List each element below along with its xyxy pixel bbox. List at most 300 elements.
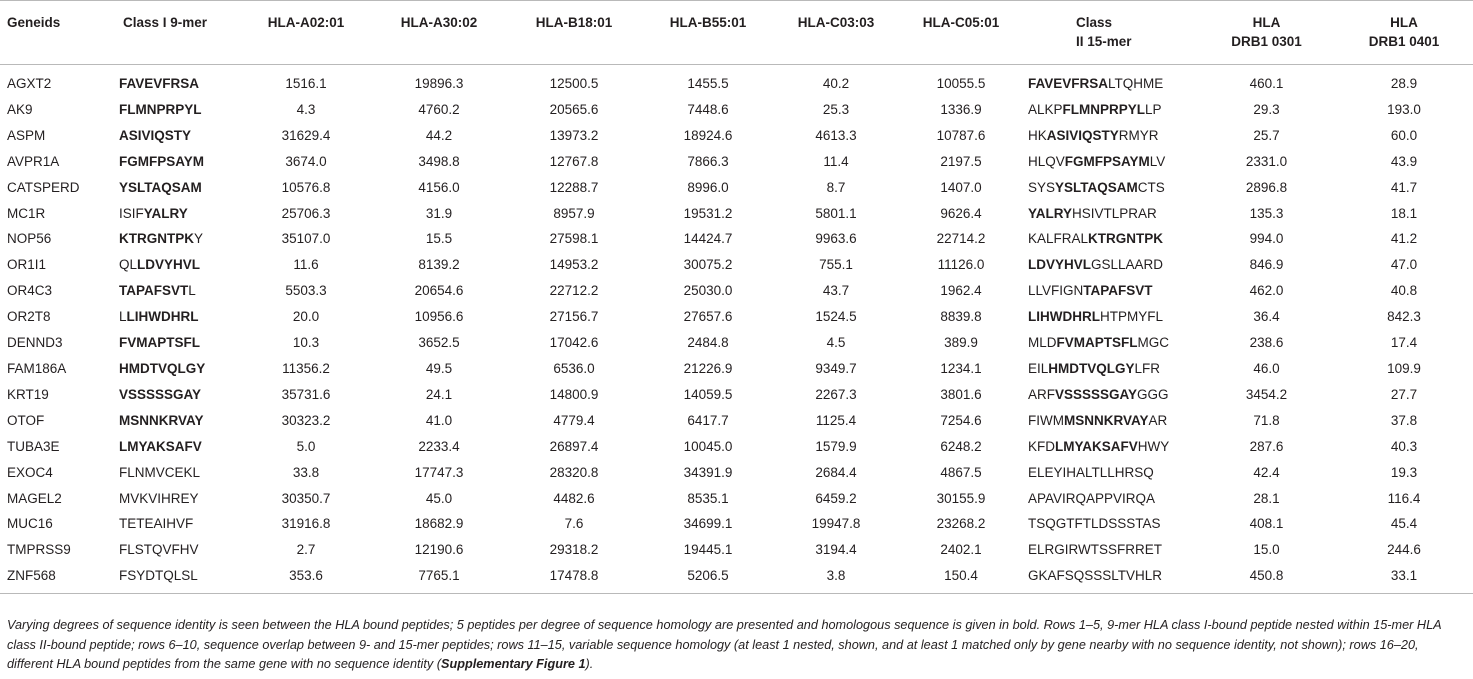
cell-hla-c0501: 2402.1 xyxy=(940,542,982,558)
cell-drb1-0301: 28.1 xyxy=(1253,490,1280,506)
cell-hla-c0501: 150.4 xyxy=(944,568,978,584)
peptide-pre: FLSTQVFHV xyxy=(119,542,199,558)
cell-drb1-0301: 2896.8 xyxy=(1245,179,1288,195)
cell-class-ii-peptide xyxy=(1024,252,1198,278)
cell-hla-a0201: 31629.4 xyxy=(281,127,331,143)
cell-drb1-0301: 15.0 xyxy=(1253,542,1280,558)
cell-hla-b5501: 2484.8 xyxy=(687,335,729,351)
cell-class-ii-peptide xyxy=(1024,226,1198,252)
cell-hla-a0201: 5.0 xyxy=(296,438,316,454)
cell-hla-b5501: 34699.1 xyxy=(683,516,733,532)
cell-hla-b5501: 34391.9 xyxy=(683,464,733,480)
peptide-pre: KALFRAL xyxy=(1028,231,1089,247)
header-hla-b1801: HLA-B18:01 xyxy=(535,15,613,30)
cell-hla-b1801: 13973.2 xyxy=(549,127,599,143)
cell-drb1-0401: 19.3 xyxy=(1390,464,1418,480)
cell-class-ii-peptide xyxy=(1024,123,1198,149)
cell-drb1-0401: 116.4 xyxy=(1387,490,1421,506)
cell-hla-c0501: 11126.0 xyxy=(937,257,985,273)
table-row xyxy=(0,563,1473,593)
cell-class-ii-peptide xyxy=(1024,201,1198,227)
cell-hla-b5501: 25030.0 xyxy=(683,283,733,299)
cell-drb1-0301: 994.0 xyxy=(1249,231,1284,247)
peptide-post: GSLLAARD xyxy=(1091,257,1164,273)
cell-class-ii-peptide xyxy=(1024,356,1198,382)
cell-hla-c0501: 4867.5 xyxy=(940,464,982,480)
peptide-bold: FGMFPSAYM xyxy=(1064,153,1150,169)
cell-geneid: AK9 xyxy=(7,101,33,117)
cell-hla-c0501: 9626.4 xyxy=(940,205,982,221)
cell-hla-a0201: 353.6 xyxy=(289,568,323,584)
peptide-bold: LMYAKSAFV xyxy=(1055,438,1138,454)
cell-class-ii-peptide xyxy=(1024,408,1198,434)
cell-hla-a3002: 15.5 xyxy=(425,231,453,247)
header-class-i-9mer: Class I 9-mer xyxy=(123,15,208,30)
cell-hla-a0201: 35107.0 xyxy=(281,231,331,247)
peptide-post: HTPMYFL xyxy=(1099,309,1163,325)
cell-class-i-peptide xyxy=(116,537,240,563)
cell-class-ii-peptide xyxy=(1024,65,1198,97)
cell-hla-b1801: 7.6 xyxy=(564,516,584,532)
cell-drb1-0301: 46.0 xyxy=(1253,360,1280,376)
cell-drb1-0301: 460.1 xyxy=(1249,76,1284,91)
cell-hla-a3002: 49.5 xyxy=(425,360,453,376)
cell-geneid: AGXT2 xyxy=(7,76,52,91)
peptide-bold: YSLTAQSAM xyxy=(119,179,202,195)
cell-hla-a3002: 12190.6 xyxy=(414,542,464,558)
cell-class-ii-peptide xyxy=(1024,434,1198,460)
cell-hla-b5501: 19531.2 xyxy=(683,205,733,221)
cell-hla-c0303: 25.3 xyxy=(822,101,850,117)
cell-drb1-0301: 36.4 xyxy=(1253,309,1280,325)
cell-drb1-0301: 287.6 xyxy=(1249,438,1284,454)
cell-geneid: TMPRSS9 xyxy=(7,542,71,558)
cell-drb1-0401: 193.0 xyxy=(1387,101,1421,117)
peptide-pre: ELRGIRWTSSFRRET xyxy=(1028,542,1163,558)
peptide-bold: MSNNKRVAY xyxy=(1064,412,1149,428)
cell-hla-a3002: 17747.3 xyxy=(414,464,464,480)
supplementary-figure-link[interactable]: Supplementary Figure 1 xyxy=(441,657,586,672)
peptide-bold: KTRGNTPK xyxy=(119,231,194,247)
cell-hla-a0201: 3674.0 xyxy=(285,153,327,169)
peptide-bold: LMYAKSAFV xyxy=(119,438,202,454)
cell-drb1-0301: 462.0 xyxy=(1249,283,1284,299)
cell-hla-b1801: 6536.0 xyxy=(553,360,595,376)
table-row xyxy=(0,226,1473,252)
table-row xyxy=(0,460,1473,486)
cell-hla-b1801: 4482.6 xyxy=(553,490,595,506)
cell-drb1-0401: 41.7 xyxy=(1390,179,1418,195)
cell-hla-b1801: 27156.7 xyxy=(549,309,599,325)
cell-hla-a3002: 4760.2 xyxy=(418,101,460,117)
cell-class-i-peptide xyxy=(116,460,240,486)
cell-geneid: OR2T8 xyxy=(7,309,51,325)
cell-drb1-0301: 3454.2 xyxy=(1245,386,1288,402)
peptide-bold: YSLTAQSAM xyxy=(1055,179,1138,195)
cell-hla-a3002: 44.2 xyxy=(425,127,453,143)
table-row xyxy=(0,97,1473,123)
cell-geneid: AVPR1A xyxy=(7,153,60,169)
cell-drb1-0401: 45.4 xyxy=(1390,516,1418,532)
peptide-bold: LDVYHVL xyxy=(137,257,201,273)
cell-hla-b1801: 17478.8 xyxy=(549,568,599,584)
footnote-close: ). xyxy=(585,657,594,672)
cell-hla-b5501: 30075.2 xyxy=(683,257,733,273)
cell-drb1-0301: 42.4 xyxy=(1253,464,1280,480)
cell-class-i-peptide xyxy=(116,278,240,304)
cell-class-ii-peptide xyxy=(1024,537,1198,563)
cell-class-ii-peptide xyxy=(1024,175,1198,201)
cell-hla-c0501: 1234.1 xyxy=(940,360,982,376)
cell-geneid: ZNF568 xyxy=(7,568,56,584)
peptide-post: AR xyxy=(1148,412,1168,428)
peptide-bold: FAVEVFRSA xyxy=(1028,76,1109,91)
table-row xyxy=(0,434,1473,460)
cell-class-i-peptide xyxy=(116,511,240,537)
cell-hla-b1801: 12500.5 xyxy=(549,76,599,91)
cell-hla-a0201: 2.7 xyxy=(296,542,316,558)
cell-hla-c0303: 3194.4 xyxy=(815,542,857,558)
peptide-post: HSIVTLPRAR xyxy=(1072,205,1157,221)
cell-hla-a3002: 45.0 xyxy=(425,490,453,506)
cell-hla-c0303: 4.5 xyxy=(826,335,846,351)
cell-drb1-0301: 846.9 xyxy=(1249,257,1284,273)
cell-hla-a3002: 2233.4 xyxy=(418,438,460,454)
peptide-post: LFR xyxy=(1134,360,1161,376)
cell-drb1-0401: 27.7 xyxy=(1390,386,1418,402)
peptide-bold: MSNNKRVAY xyxy=(119,412,204,428)
peptide-bold: FVMAPTSFL xyxy=(119,335,200,351)
peptide-pre: L xyxy=(119,309,127,325)
cell-drb1-0301: 25.7 xyxy=(1253,127,1280,143)
cell-geneid: DENND3 xyxy=(7,335,63,351)
cell-class-ii-peptide xyxy=(1024,330,1198,356)
cell-hla-a3002: 19896.3 xyxy=(414,76,464,91)
table-row xyxy=(0,537,1473,563)
cell-drb1-0401: 41.2 xyxy=(1390,231,1418,247)
peptide-bold: HMDTVQLGY xyxy=(119,360,206,376)
peptide-bold: VSSSSSGAY xyxy=(119,386,202,402)
peptide-pre: GKAFSQSSSLTVHLR xyxy=(1028,568,1163,584)
table-row xyxy=(0,382,1473,408)
cell-hla-a0201: 20.0 xyxy=(292,309,320,325)
table-body xyxy=(0,65,1473,594)
cell-drb1-0401: 842.3 xyxy=(1387,309,1421,325)
cell-hla-c0303: 19947.8 xyxy=(811,516,861,532)
cell-hla-c0501: 6248.2 xyxy=(940,438,982,454)
peptide-post: L xyxy=(188,283,196,299)
cell-hla-a3002: 31.9 xyxy=(425,205,453,221)
cell-class-i-peptide xyxy=(116,65,240,97)
cell-drb1-0401: 40.3 xyxy=(1390,438,1418,454)
peptide-pre: TETEAIHVF xyxy=(119,516,194,532)
cell-drb1-0401: 47.0 xyxy=(1390,257,1418,273)
peptide-post: CTS xyxy=(1137,179,1165,195)
cell-hla-c0303: 755.1 xyxy=(819,257,853,273)
cell-drb1-0401: 43.9 xyxy=(1390,153,1418,169)
cell-class-i-peptide xyxy=(116,330,240,356)
cell-hla-b5501: 14059.5 xyxy=(683,386,733,402)
cell-class-i-peptide xyxy=(116,486,240,512)
cell-drb1-0401: 109.9 xyxy=(1387,360,1421,376)
peptide-pre: FLNMVCEKL xyxy=(119,464,201,480)
peptide-pre: ALKP xyxy=(1028,101,1063,117)
peptide-pre: HK xyxy=(1028,127,1047,143)
table-row xyxy=(0,511,1473,537)
cell-hla-a3002: 10956.6 xyxy=(414,309,464,325)
header-hla-c0501: HLA-C05:01 xyxy=(922,15,1000,30)
cell-class-i-peptide xyxy=(116,175,240,201)
cell-hla-c0303: 1579.9 xyxy=(815,438,857,454)
cell-hla-b1801: 12288.7 xyxy=(549,179,599,195)
peptide-post: LV xyxy=(1149,153,1166,169)
peptide-post: MGC xyxy=(1137,335,1170,351)
table-row xyxy=(0,486,1473,512)
cell-class-ii-peptide xyxy=(1024,278,1198,304)
cell-hla-a0201: 31916.8 xyxy=(281,516,331,532)
peptide-bold: FGMFPSAYM xyxy=(119,153,205,169)
peptide-pre: MVKVIHREY xyxy=(119,490,199,506)
cell-class-i-peptide xyxy=(116,123,240,149)
cell-hla-c0501: 22714.2 xyxy=(936,231,986,247)
cell-class-i-peptide xyxy=(116,149,240,175)
peptide-pre: ARF xyxy=(1028,386,1055,402)
cell-hla-c0501: 23268.2 xyxy=(936,516,986,532)
peptide-bold: LIHWDHRL xyxy=(1028,309,1100,325)
peptide-pre: SYS xyxy=(1028,179,1056,195)
cell-hla-c0303: 9349.7 xyxy=(815,360,857,376)
cell-geneid: CATSPERD xyxy=(7,179,80,195)
cell-hla-c0303: 11.4 xyxy=(823,153,849,169)
cell-geneid: ASPM xyxy=(7,127,46,143)
peptide-pre: QL xyxy=(119,257,138,273)
peptide-pre: KFD xyxy=(1028,438,1055,454)
cell-hla-a3002: 20654.6 xyxy=(414,283,464,299)
header-hla-b5501: HLA-B55:01 xyxy=(669,15,747,30)
cell-hla-a0201: 10576.8 xyxy=(281,179,331,195)
peptide-bold: VSSSSSGAY xyxy=(1055,386,1138,402)
table-row xyxy=(0,175,1473,201)
header-row xyxy=(0,1,1473,65)
cell-hla-b5501: 14424.7 xyxy=(683,231,733,247)
peptide-pre: HLQV xyxy=(1028,153,1065,169)
cell-hla-b5501: 8535.1 xyxy=(687,490,729,506)
cell-drb1-0401: 17.4 xyxy=(1390,335,1418,351)
cell-drb1-0301: 2331.0 xyxy=(1245,153,1288,169)
cell-hla-a0201: 1516.1 xyxy=(285,76,327,91)
cell-hla-a0201: 35731.6 xyxy=(281,386,331,402)
cell-hla-a3002: 3498.8 xyxy=(418,153,460,169)
cell-hla-c0501: 1407.0 xyxy=(940,179,982,195)
header-hla-a3002: HLA-A30:02 xyxy=(400,15,478,30)
cell-hla-a3002: 3652.5 xyxy=(418,335,460,351)
table-row xyxy=(0,330,1473,356)
cell-hla-c0303: 2684.4 xyxy=(815,464,857,480)
cell-hla-a0201: 11356.2 xyxy=(282,360,330,376)
peptide-post: HWY xyxy=(1137,438,1170,454)
table-row xyxy=(0,123,1473,149)
cell-class-i-peptide xyxy=(116,434,240,460)
cell-class-ii-peptide xyxy=(1024,382,1198,408)
cell-hla-b1801: 20565.6 xyxy=(549,101,599,117)
cell-hla-a0201: 33.8 xyxy=(292,464,320,480)
cell-class-ii-peptide xyxy=(1024,304,1198,330)
cell-class-ii-peptide xyxy=(1024,563,1198,593)
cell-hla-c0303: 4613.3 xyxy=(815,127,857,143)
cell-hla-c0501: 389.9 xyxy=(944,335,978,351)
header-class-ii-15mer: Class II 15-mer xyxy=(1076,15,1132,49)
cell-class-ii-peptide xyxy=(1024,486,1198,512)
cell-geneid: EXOC4 xyxy=(7,464,53,480)
cell-hla-c0501: 2197.5 xyxy=(940,153,982,169)
cell-class-i-peptide xyxy=(116,252,240,278)
peptide-pre: APAVIRQAPPVIRQA xyxy=(1028,490,1156,506)
cell-hla-c0303: 9963.6 xyxy=(815,231,857,247)
peptide-bold: FLMNPRPYL xyxy=(1062,101,1146,117)
cell-hla-c0303: 5801.1 xyxy=(815,205,857,221)
cell-hla-a0201: 4.3 xyxy=(296,101,316,117)
cell-hla-c0303: 1125.4 xyxy=(815,412,857,428)
peptide-pre: FSYDTQLSL xyxy=(119,568,198,584)
cell-hla-b1801: 29318.2 xyxy=(549,542,599,558)
cell-hla-c0501: 1962.4 xyxy=(940,283,982,299)
peptide-bold: TAPAFSVT xyxy=(1083,283,1153,299)
cell-hla-a3002: 4156.0 xyxy=(418,179,460,195)
peptide-bold: FVMAPTSFL xyxy=(1056,335,1138,351)
header-geneids: Geneids xyxy=(7,15,61,30)
cell-geneid: FAM186A xyxy=(7,360,67,376)
cell-geneid: MC1R xyxy=(7,205,46,221)
peptide-pre: EIL xyxy=(1028,360,1049,376)
cell-drb1-0301: 135.3 xyxy=(1249,205,1284,221)
cell-class-i-peptide xyxy=(116,201,240,227)
cell-class-ii-peptide xyxy=(1024,511,1198,537)
cell-drb1-0401: 18.1 xyxy=(1390,205,1418,221)
cell-hla-b5501: 1455.5 xyxy=(687,76,729,91)
footnote-text: Varying degrees of sequence identity is seen between the HLA bound peptides; 5 peptides per degree of sequence homology are presented and homologous sequence is given in bold. Rows 1–5, 9-mer HLA class I-bound peptide nested within 15-mer HLA class II-bound peptide; rows 6–10, sequence overlap between 9- and 15-mer peptides; rows 11–15, variable sequence homology (at least 1 nested, shown, and at least 1 matched only by gene nearby with no sequence identity, not shown); rows 16–20, different HLA bound peptides from the same gene with no sequence identity ( xyxy=(7,618,1442,672)
cell-hla-b1801: 14800.9 xyxy=(549,386,599,402)
cell-hla-a0201: 30350.7 xyxy=(281,490,331,506)
cell-geneid: OR4C3 xyxy=(7,283,53,299)
cell-hla-b1801: 28320.8 xyxy=(549,464,599,480)
peptide-bold: YALRY xyxy=(143,205,188,221)
cell-hla-a3002: 7765.1 xyxy=(418,568,460,584)
table-footnote xyxy=(7,616,1467,675)
table-row xyxy=(0,356,1473,382)
peptide-bold: LDVYHVL xyxy=(1028,257,1092,273)
cell-hla-b5501: 7448.6 xyxy=(687,101,729,117)
table-row xyxy=(0,201,1473,227)
header-hla-c0303: HLA-C03:03 xyxy=(797,15,875,30)
cell-hla-b5501: 7866.3 xyxy=(687,153,729,169)
cell-hla-a0201: 10.3 xyxy=(292,335,320,351)
peptide-pre: MLD xyxy=(1028,335,1057,351)
table-row xyxy=(0,252,1473,278)
cell-geneid: TUBA3E xyxy=(7,438,60,454)
cell-hla-c0303: 2267.3 xyxy=(815,386,857,402)
cell-hla-b5501: 6417.7 xyxy=(687,412,729,428)
table-row xyxy=(0,408,1473,434)
cell-hla-c0501: 10055.5 xyxy=(936,76,986,91)
cell-geneid: OTOF xyxy=(7,412,45,428)
peptide-bold: FLMNPRPYL xyxy=(119,101,202,117)
cell-class-i-peptide xyxy=(116,356,240,382)
cell-hla-b5501: 21226.9 xyxy=(683,360,733,376)
cell-hla-c0303: 1524.5 xyxy=(815,309,857,325)
cell-hla-b1801: 4779.4 xyxy=(553,412,595,428)
cell-hla-b5501: 19445.1 xyxy=(683,542,733,558)
cell-hla-a0201: 5503.3 xyxy=(285,283,327,299)
cell-hla-b5501: 10045.0 xyxy=(683,438,733,454)
cell-hla-a3002: 41.0 xyxy=(425,412,453,428)
header-hla-a0201: HLA-A02:01 xyxy=(267,15,345,30)
cell-drb1-0301: 408.1 xyxy=(1249,516,1284,532)
peptide-pre: ELEYIHALTLLHRSQ xyxy=(1028,464,1154,480)
cell-drb1-0301: 71.8 xyxy=(1253,412,1280,428)
cell-hla-c0501: 7254.6 xyxy=(940,412,982,428)
cell-geneid: KRT19 xyxy=(7,386,49,402)
table-row xyxy=(0,65,1473,97)
peptide-bold: TAPAFSVT xyxy=(119,283,189,299)
cell-hla-a0201: 25706.3 xyxy=(281,205,331,221)
cell-hla-c0303: 8.7 xyxy=(826,179,846,195)
cell-class-ii-peptide xyxy=(1024,97,1198,123)
cell-hla-b1801: 8957.9 xyxy=(553,205,595,221)
cell-drb1-0301: 450.8 xyxy=(1249,568,1284,584)
cell-hla-b1801: 14953.2 xyxy=(549,257,599,273)
header-drb1-0301: HLA DRB1 0301 xyxy=(1231,15,1302,49)
cell-hla-c0303: 3.8 xyxy=(826,568,846,584)
cell-hla-b1801: 27598.1 xyxy=(549,231,599,247)
table-row xyxy=(0,304,1473,330)
peptide-post: LP xyxy=(1145,101,1162,117)
cell-hla-c0501: 1336.9 xyxy=(940,101,982,117)
peptide-bold: HMDTVQLGY xyxy=(1048,360,1135,376)
cell-drb1-0301: 238.6 xyxy=(1249,335,1284,351)
peptide-post: GGG xyxy=(1137,386,1169,402)
peptide-pre: TSQGTFTLDSSSTAS xyxy=(1028,516,1161,532)
cell-hla-c0303: 40.2 xyxy=(822,76,850,91)
cell-drb1-0401: 37.8 xyxy=(1390,412,1418,428)
cell-class-i-peptide xyxy=(116,382,240,408)
peptide-bold: FAVEVFRSA xyxy=(119,76,200,91)
peptide-post: Y xyxy=(194,231,204,247)
cell-class-i-peptide xyxy=(116,408,240,434)
peptide-pre: LLVFIGN xyxy=(1028,283,1084,299)
cell-geneid: MAGEL2 xyxy=(7,490,62,506)
cell-drb1-0401: 33.1 xyxy=(1390,568,1418,584)
peptide-pre: ISIF xyxy=(119,205,144,221)
cell-hla-c0501: 3801.6 xyxy=(940,386,982,402)
peptide-bold: KTRGNTPK xyxy=(1088,231,1164,247)
peptide-post: LTQHME xyxy=(1108,76,1164,91)
cell-class-i-peptide xyxy=(116,304,240,330)
cell-hla-b5501: 5206.5 xyxy=(687,568,729,584)
cell-hla-c0303: 43.7 xyxy=(822,283,850,299)
cell-hla-b5501: 18924.6 xyxy=(683,127,733,143)
cell-geneid: NOP56 xyxy=(7,231,52,247)
cell-hla-b1801: 26897.4 xyxy=(549,438,599,454)
cell-hla-b5501: 27657.6 xyxy=(683,309,733,325)
cell-hla-a0201: 11.6 xyxy=(293,257,319,273)
peptide-post: RMYR xyxy=(1118,127,1159,143)
table-row xyxy=(0,149,1473,175)
table-row xyxy=(0,278,1473,304)
cell-class-i-peptide xyxy=(116,226,240,252)
cell-drb1-0401: 60.0 xyxy=(1390,127,1418,143)
cell-geneid: MUC16 xyxy=(7,516,53,532)
cell-class-i-peptide xyxy=(116,97,240,123)
